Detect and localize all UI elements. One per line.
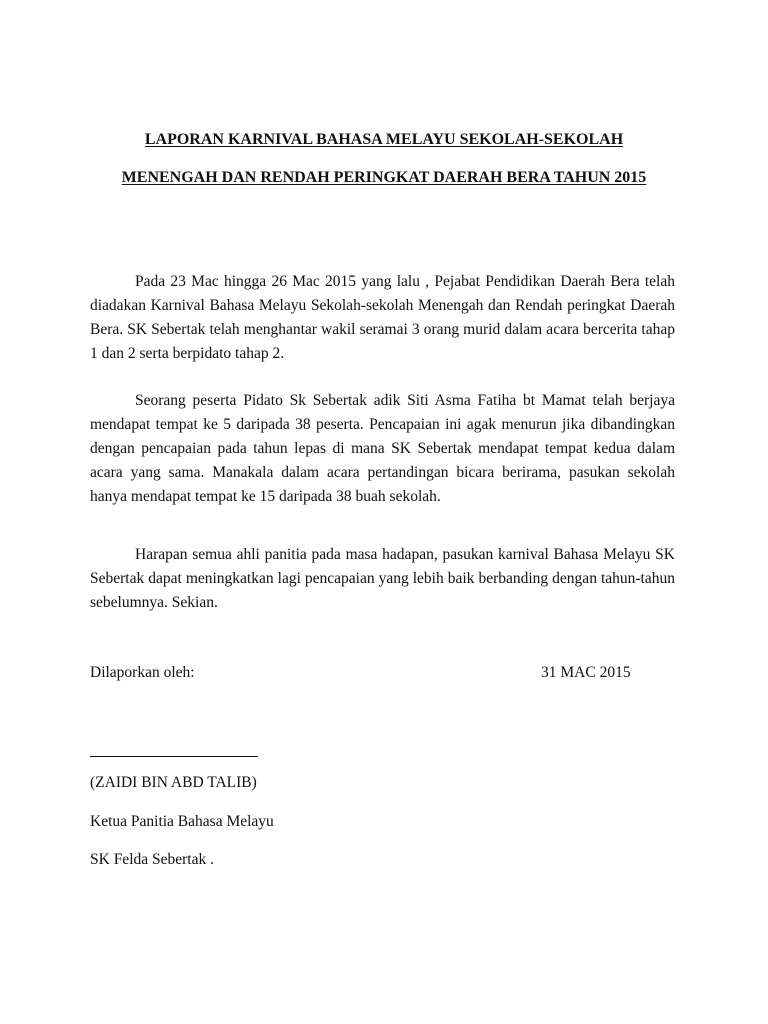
- report-title-line-2: MENENGAH DAN RENDAH PERINGKAT DAERAH BERA TAHUN 2015: [121, 169, 647, 186]
- paragraph-3: Harapan semua ahli panitia pada masa hadapan, pasukan karnival Bahasa Melayu SK Sebertak dapat meningkatkan lagi pencapaian yang lebih baik berbanding dengan tahun-tahun sebelumnya. Sekian.: [90, 546, 675, 611]
- signatory-name: (ZAIDI BIN ABD TALIB): [90, 774, 257, 791]
- signatory-school: SK Felda Sebertak .: [90, 851, 214, 868]
- report-date: 31 MAC 2015: [541, 664, 631, 681]
- paragraph-1: Pada 23 Mac hingga 26 Mac 2015 yang lalu , Pejabat Pendidikan Daerah Bera telah diadakan Karnival Bahasa Melayu Sekolah-sekolah Menengah dan Rendah peringkat Daerah Bera. SK Sebertak telah menghantar wakil seramai 3 orang murid dalam acara bercerita tahap 1 dan 2 serta berpidato tahap 2.: [90, 273, 675, 362]
- paragraph-2: Seorang peserta Pidato Sk Sebertak adik Siti Asma Fatiha bt Mamat telah berjaya mendapat tempat ke 5 daripada 38 peserta. Pencapaian ini agak menurun jika dibandingkan dengan pencapaian pada tahun lepas di mana SK Sebertak mendapat tempat kedua dalam acara yang sama. Manakala dalam acara pertandingan bicara berirama, pasukan sekolah hanya mendapat tempat ke 15 daripada 38 buah sekolah.: [90, 392, 675, 505]
- reported-by-label: Dilaporkan oleh:: [90, 664, 195, 681]
- signatory-position: Ketua Panitia Bahasa Melayu: [90, 813, 274, 830]
- signature-line: [90, 756, 258, 757]
- report-title-line-1: LAPORAN KARNIVAL BAHASA MELAYU SEKOLAH-SEKOLAH: [144, 131, 624, 148]
